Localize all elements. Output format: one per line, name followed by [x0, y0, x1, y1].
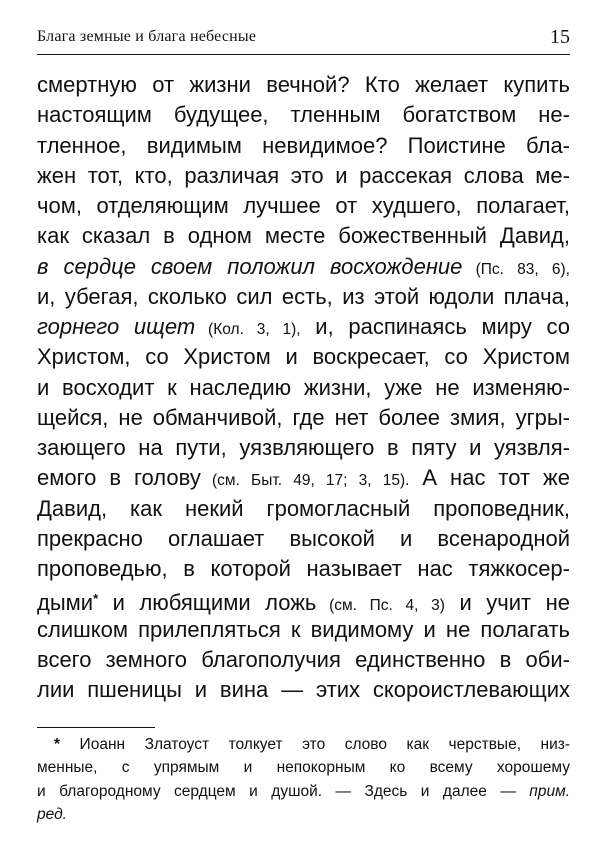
- text-line: и восходит к наследию жизни, уже не изменяю-: [37, 374, 570, 400]
- text-line: прекрасно оглашает высокой и всенародной: [37, 525, 570, 551]
- page-number: 15: [550, 26, 570, 48]
- text-line: слишком прилепляться к видимому и не полагать: [37, 616, 570, 642]
- editor-note: ред.: [37, 806, 67, 824]
- text-line: смертную от жизни вечной? Кто желает купить: [37, 72, 570, 97]
- text-line: как сказал в одном месте божественный Давид,: [37, 223, 570, 249]
- scripture-reference: (Кол. 3, 1),: [195, 321, 301, 338]
- text-line: чом, отделяющим лучшее от худшего, полагает,: [37, 193, 570, 218]
- text-line: горнего ищет (Кол. 3, 1), и, распинаясь миру со: [37, 314, 571, 339]
- text-line: лии пшеницы и вина — этих скороистлевающих: [37, 677, 570, 702]
- running-header: [37, 26, 570, 58]
- text-line: всего земного благополучия единственно в оби-: [37, 646, 570, 672]
- text-line: тленное, видимым невидимое? Поистине бла-: [37, 132, 570, 158]
- text-line: настоящим будущее, тленным богатством не-: [37, 102, 570, 128]
- text-line: зающего на пути, уязвляющего в пяту и уязвля-: [37, 435, 570, 460]
- footnote: [37, 733, 570, 827]
- text-line: Христом, со Христом и воскресает, со Христом: [37, 344, 570, 370]
- scripture-reference: (см. Пс. 4, 3): [316, 597, 445, 615]
- text-line: дыми* и любящими ложь (см. Пс. 4, 3) и учит не: [37, 590, 570, 616]
- footnote-rule: [37, 727, 155, 728]
- header-rule: [37, 54, 570, 55]
- scripture-reference: (Пс. 83, 6),: [462, 260, 570, 278]
- footnote-marker: *: [93, 591, 99, 607]
- footnote-line: [37, 803, 570, 826]
- text-line: Давид, как некий громогласный проповедник,: [37, 495, 570, 521]
- text-line: щейся, не обманчивой, где нет более змия, угры-: [37, 404, 570, 430]
- footnote-line: менные, с упрямым и непокорным ко всему хорошему: [37, 759, 570, 777]
- text-line: жен тот, кто, различая это и рассекая слова ме-: [37, 162, 570, 188]
- scripture-quote: горнего ищет: [37, 314, 196, 339]
- text-line: и, убегая, сколько сил есть, из этой юдоли плача,: [37, 283, 570, 309]
- footnote-marker: *: [54, 736, 61, 753]
- editor-note: прим.: [529, 782, 570, 800]
- text-line: емого в голову (см. Быт. 49, 17; 3, 15). А нас тот же: [37, 465, 570, 491]
- running-title: Блага земные и блага небесные: [37, 28, 257, 45]
- scripture-reference: (см. Быт. 49, 17; 3, 15).: [200, 472, 410, 490]
- text-line: проповедью, в которой называет нас тяжкосер-: [37, 556, 570, 581]
- footnote-line: и благородному сердцем и душой. — Здесь и далее — прим.: [37, 782, 570, 800]
- main-text: [37, 70, 570, 705]
- text-line: [37, 252, 570, 282]
- footnote-line: * Иоанн Златоуст толкует это слово как черствые, низ-: [54, 736, 570, 753]
- scripture-quote: в сердце своем положил восхождение: [37, 253, 463, 279]
